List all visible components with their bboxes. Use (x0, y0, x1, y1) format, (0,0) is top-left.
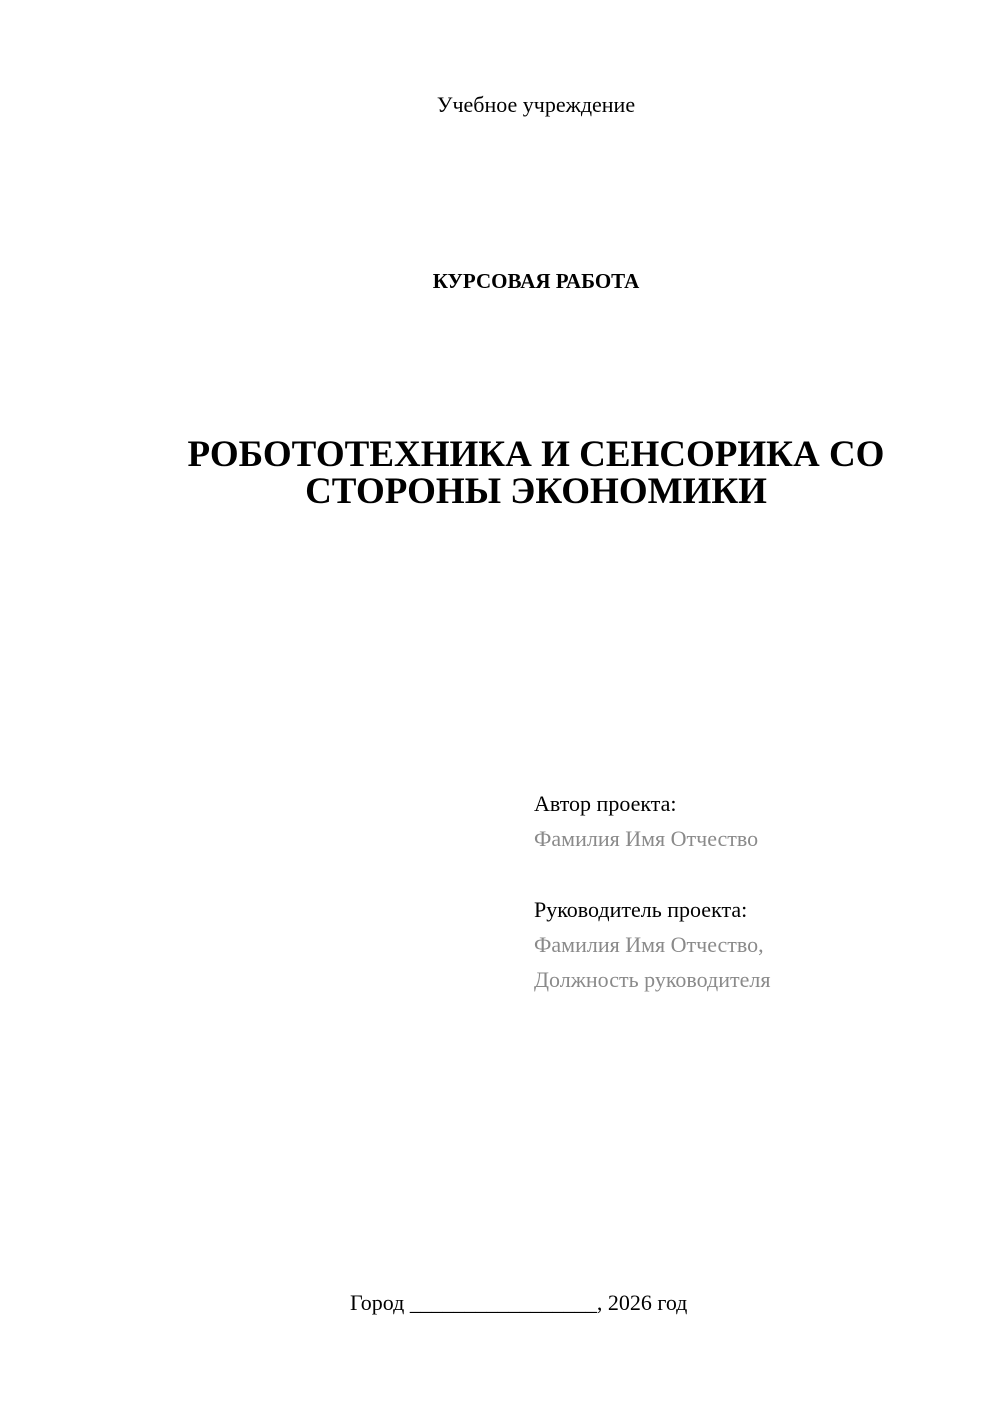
author-name: Фамилия Имя Отчество (534, 826, 759, 851)
supervisor-block (534, 892, 770, 997)
title-line-1: РОБОТОТЕХНИКА И СЕНСОРИКА СО (187, 434, 885, 475)
supervisor-name: Фамилия Имя Отчество, (534, 932, 764, 957)
supervisor-label: Руководитель проекта: (534, 897, 748, 922)
city-year-line: Город _________________, 2026 год (350, 1290, 688, 1315)
supervisor-position: Должность руководителя (534, 967, 771, 992)
work-type-heading: КУРСОВАЯ РАБОТА (432, 269, 640, 293)
institution-name: Учебное учреждение (436, 92, 636, 117)
title-line-2: СТОРОНЫ ЭКОНОМИКИ (305, 471, 767, 512)
author-label: Автор проекта: (534, 791, 677, 816)
author-block (534, 786, 758, 856)
document-title (36, 436, 1000, 510)
